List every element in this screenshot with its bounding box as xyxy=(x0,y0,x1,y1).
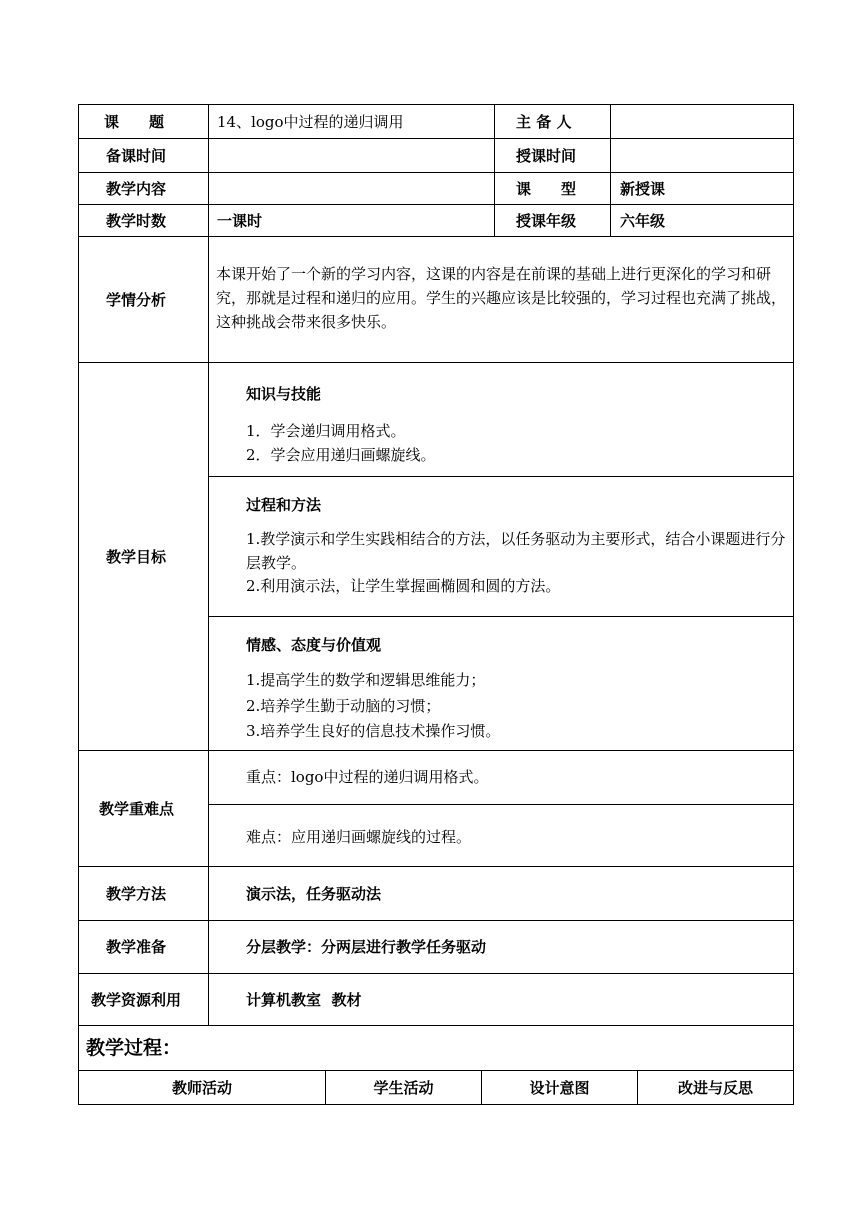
analysis-label: 学情分析 xyxy=(106,291,167,309)
grade-value: 六年级 xyxy=(620,212,666,230)
topic-value: 14、logo中过程的递归调用 xyxy=(217,113,404,131)
method-value: 演示法，任务驱动法 xyxy=(246,885,382,903)
emotion-title: 情感、态度与价值观 xyxy=(246,636,382,654)
resources-value: 计算机教室 教材 xyxy=(246,991,362,1009)
process-title-cell xyxy=(78,1025,794,1071)
preparer-label: 主 备 人 xyxy=(516,113,572,131)
resources-label: 教学资源利用 xyxy=(91,991,182,1009)
difficulty-label: 教学重难点 xyxy=(99,800,175,818)
difficulty-hard: 难点：应用递归画螺旋线的过程。 xyxy=(246,828,472,846)
content-value-cell xyxy=(208,172,495,205)
prep-value: 分层教学：分两层进行教学任务驱动 xyxy=(246,938,487,956)
teaching-process-title: 教学过程： xyxy=(86,1037,182,1059)
method-label: 教学方法 xyxy=(106,885,167,903)
lecture-time-value-cell xyxy=(610,138,794,173)
prep-label: 教学准备 xyxy=(106,938,167,956)
col-teacher-activity: 教师活动 xyxy=(171,1079,232,1097)
lecture-time-label: 授课时间 xyxy=(516,147,577,165)
hours-label: 教学时数 xyxy=(106,212,167,230)
grade-label: 授课年级 xyxy=(516,212,577,230)
difficulty-key: 重点：logo中过程的递归调用格式。 xyxy=(246,768,489,786)
emotion-item-2: 2.培养学生勤于动脑的习惯； xyxy=(246,697,441,715)
type-label: 课 型 xyxy=(516,180,577,198)
goals-label: 教学目标 xyxy=(106,548,167,566)
col-design-intent: 设计意图 xyxy=(529,1079,590,1097)
preparer-value-cell xyxy=(610,104,794,139)
type-value: 新授课 xyxy=(620,180,666,198)
prep-time-value-cell xyxy=(208,138,495,173)
process-item-1: 1.教学演示和学生实践相结合的方法，以任务驱动为主要形式，结合小课题进行分层教学。 xyxy=(246,530,786,572)
knowledge-item-1: 1．学会递归调用格式。 xyxy=(246,422,406,440)
process-title: 过程和方法 xyxy=(246,496,322,514)
prep-time-label: 备课时间 xyxy=(106,147,167,165)
process-item-2: 2.利用演示法，让学生掌握画椭圆和圆的方法。 xyxy=(246,577,561,595)
topic-label: 课 题 xyxy=(104,113,165,131)
knowledge-item-2: 2．学会应用递归画螺旋线。 xyxy=(246,446,436,464)
col-student-activity: 学生活动 xyxy=(373,1079,434,1097)
emotion-item-1: 1.提高学生的数学和逻辑思维能力； xyxy=(246,671,486,689)
analysis-text: 本课开始了一个新的学习内容，这课的内容是在前课的基础上进行更深化的学习和研究，那就是过程和递归的应用。学生的兴趣应该是比较强的，学习过程也充满了挑战，这种挑战会带来很多快乐。 xyxy=(216,265,787,331)
content-label: 教学内容 xyxy=(106,180,167,198)
hours-value: 一课时 xyxy=(217,212,263,230)
knowledge-title: 知识与技能 xyxy=(246,385,322,403)
col-improvement: 改进与反思 xyxy=(677,1079,753,1097)
emotion-item-3: 3.培养学生良好的信息技术操作习惯。 xyxy=(246,722,501,740)
